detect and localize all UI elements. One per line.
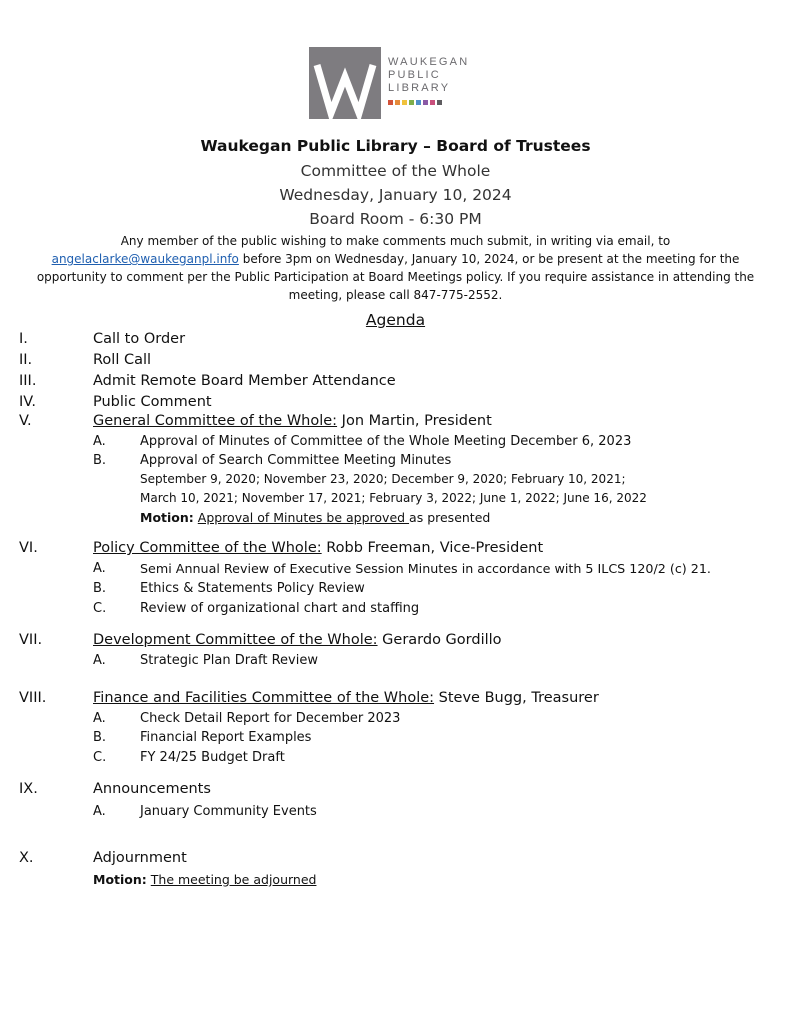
logo-wordmark: [388, 56, 469, 95]
item-label: Roll Call: [93, 352, 152, 368]
item-number: IX.: [19, 781, 38, 797]
sub-item-letter: C.: [93, 601, 107, 616]
public-comment-notice: [36, 232, 755, 304]
committee-name: Finance and Facilities Committee of the Whole:: [93, 690, 435, 706]
logo-w-icon: [309, 47, 381, 119]
sub-item-text: Financial Report Examples: [140, 730, 312, 745]
motion-line: [93, 872, 316, 887]
logo-color-dots: [388, 100, 442, 105]
document-title: Waukegan Public Library – Board of Trustees: [200, 137, 591, 155]
logo-mark: [309, 47, 381, 119]
item-label: [93, 632, 502, 648]
motion-text: Approval of Minutes be approved: [197, 510, 410, 525]
meeting-date: Wednesday, January 10, 2024: [279, 186, 512, 204]
item-label: [93, 413, 492, 429]
meeting-subtitle: Committee of the Whole: [300, 162, 491, 180]
item-number: X.: [19, 850, 34, 866]
logo-line-1: WAUKEGAN: [388, 56, 470, 68]
logo-dot-7: [437, 100, 442, 105]
sub-item-text: Review of organizational chart and staffing: [140, 601, 420, 616]
sub-item-text: Approval of Search Committee Meeting Minutes: [140, 453, 452, 468]
logo-dot-3: [409, 100, 414, 105]
motion-line: [140, 510, 490, 525]
sub-item-letter: A.: [93, 561, 106, 576]
item-label: [93, 540, 543, 556]
agenda-heading: Agenda: [365, 311, 426, 329]
logo-dot-4: [416, 100, 421, 105]
committee-name: Development Committee of the Whole:: [93, 632, 378, 648]
logo-dot-5: [423, 100, 428, 105]
motion-label: Motion:: [140, 510, 194, 525]
logo-line-3: LIBRARY: [388, 82, 451, 94]
motion-text: The meeting be adjourned: [150, 872, 317, 887]
sub-item-letter: A.: [93, 434, 106, 449]
item-label: Admit Remote Board Member Attendance: [93, 373, 396, 389]
logo-dot-1: [395, 100, 400, 105]
motion-rest: as presented: [409, 510, 491, 525]
sub-item-letter: A.: [93, 711, 106, 726]
item-number: VIII.: [19, 690, 47, 706]
committee-chair: Robb Freeman, Vice-President: [321, 540, 544, 556]
notice-text-2: before 3pm on Wednesday, January 10, 2024, or be present at the meeting for the opportunity to comment per the Public Participation at Board Meetings policy. If you require assistance in attending the meeting, please call 847-775-2552.: [36, 252, 755, 302]
item-number: V.: [19, 413, 32, 429]
sub-item-letter: B.: [93, 581, 107, 596]
sub-item-text: Ethics & Statements Policy Review: [140, 581, 365, 596]
committee-name: General Committee of the Whole:: [93, 413, 338, 429]
item-label: Announcements: [93, 781, 211, 797]
item-number: VII.: [19, 632, 43, 648]
logo-dot-6: [430, 100, 435, 105]
sub-item-text: January Community Events: [140, 804, 317, 819]
item-number: VI.: [19, 540, 38, 556]
item-number: III.: [19, 373, 37, 389]
logo-dot-0: [388, 100, 393, 105]
email-link[interactable]: angelaclarke@waukeganpl.info: [51, 252, 239, 266]
sub-item-text: Approval of Minutes of Committee of the Whole Meeting December 6, 2023: [140, 434, 632, 449]
committee-chair: Gerardo Gordillo: [377, 632, 502, 648]
sub-item-letter: C.: [93, 750, 107, 765]
committee-name: Policy Committee of the Whole:: [93, 540, 322, 556]
sub-item-text: Semi Annual Review of Executive Session Minutes in accordance with 5 ILCS 120/2 (c) 21.: [140, 561, 711, 576]
item-label: [93, 690, 599, 706]
meeting-location: Board Room - 6:30 PM: [309, 210, 482, 228]
sub-item-letter: A.: [93, 804, 106, 819]
motion-label: Motion:: [93, 872, 147, 887]
committee-chair: Steve Bugg, Treasurer: [434, 690, 599, 706]
sub-item-letter: A.: [93, 653, 106, 668]
notice-text-1: Any member of the public wishing to make comments much submit, in writing via email, to: [120, 234, 671, 248]
item-label: Call to Order: [93, 331, 186, 347]
dates-text: March 10, 2021; November 17, 2021; February 3, 2022; June 1, 2022; June 16, 2022: [140, 491, 647, 505]
item-label: Public Comment: [93, 394, 212, 410]
item-number: I.: [19, 331, 28, 347]
sub-item-text: Check Detail Report for December 2023: [140, 711, 401, 726]
sub-item-text: FY 24/25 Budget Draft: [140, 750, 285, 765]
committee-chair: Jon Martin, President: [337, 413, 492, 429]
sub-item-letter: B.: [93, 730, 107, 745]
logo-dot-2: [402, 100, 407, 105]
item-number: II.: [19, 352, 33, 368]
dates-text: September 9, 2020; November 23, 2020; December 9, 2020; February 10, 2021;: [140, 472, 626, 486]
logo-line-2: PUBLIC: [388, 69, 441, 81]
item-label: Adjournment: [93, 850, 187, 866]
item-number: IV.: [19, 394, 36, 410]
sub-item-letter: B.: [93, 453, 107, 468]
sub-item-text: Strategic Plan Draft Review: [140, 653, 318, 668]
library-logo: [309, 47, 489, 119]
